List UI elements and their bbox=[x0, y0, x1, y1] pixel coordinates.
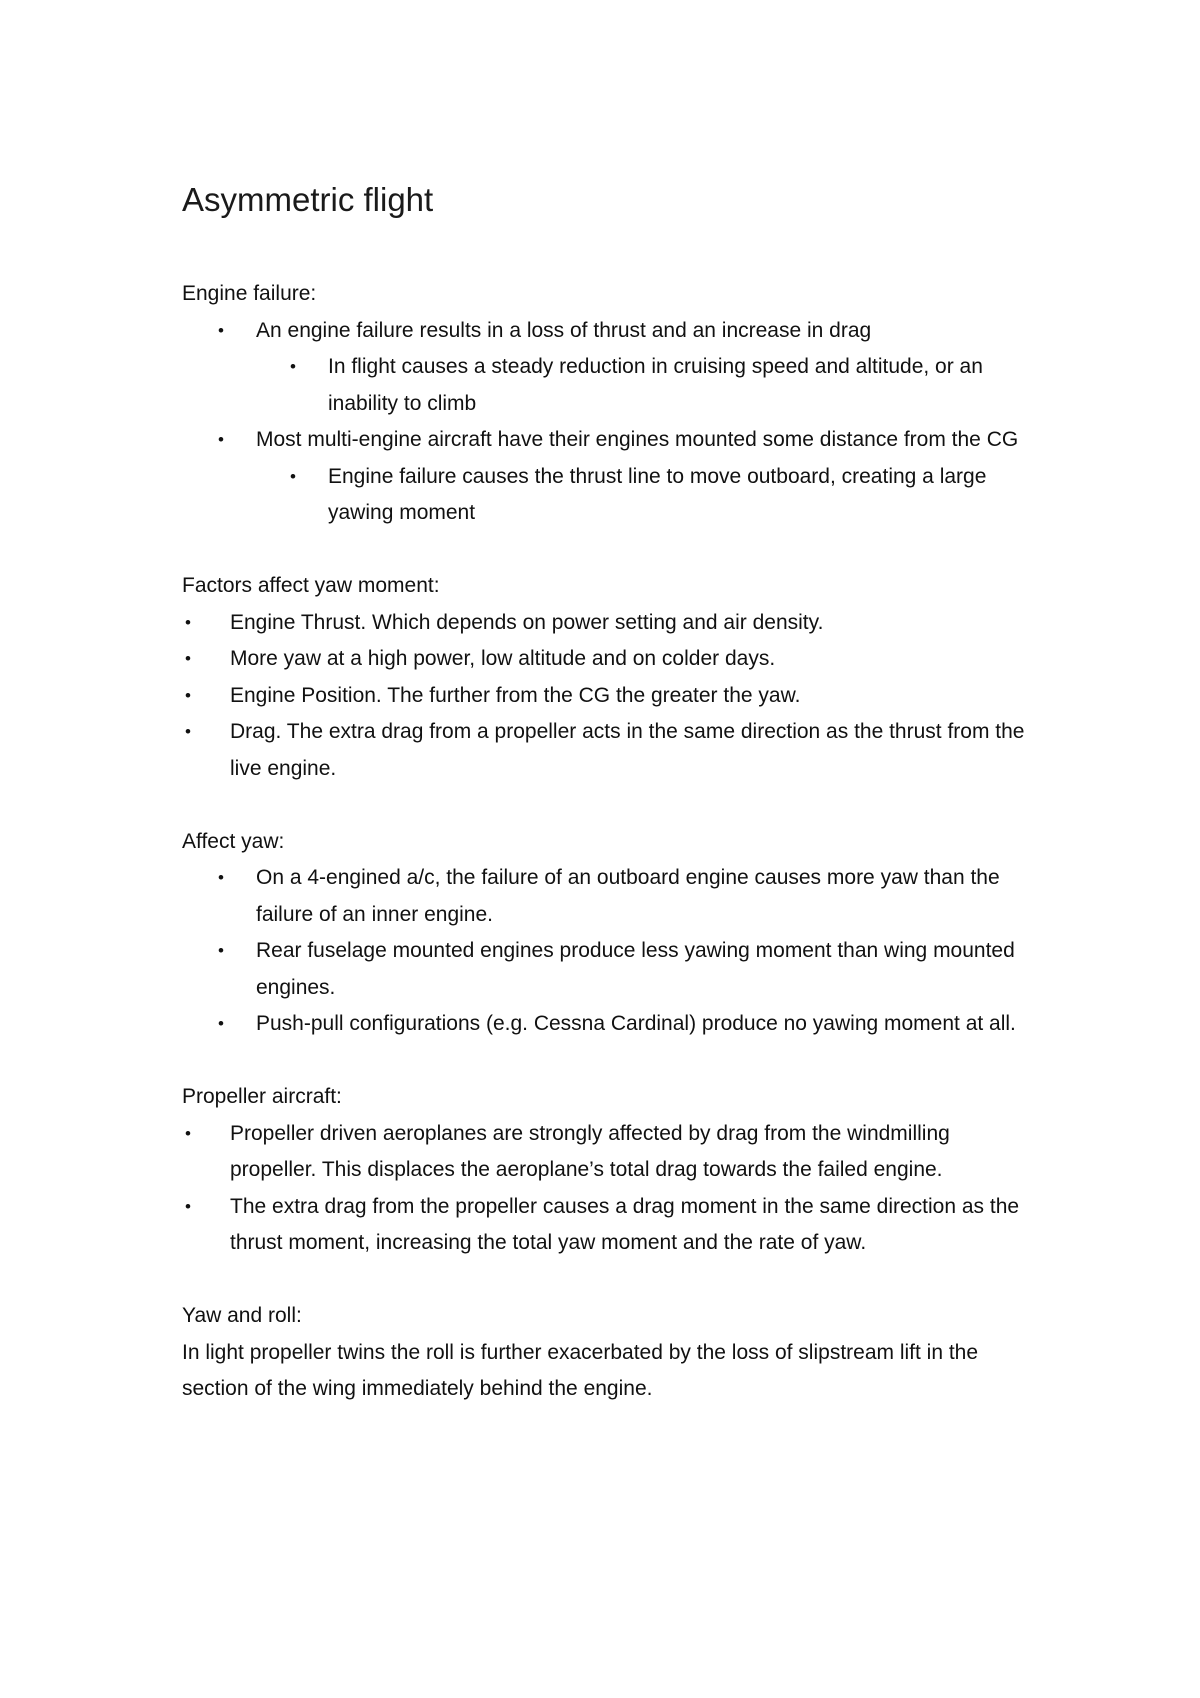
document-body bbox=[182, 276, 1042, 1408]
bullet-icon: • bbox=[185, 612, 191, 632]
list-item-text: An engine failure results in a loss of thrust and an increase in drag bbox=[256, 318, 872, 342]
bullet-icon: • bbox=[218, 941, 224, 960]
bullet-icon: • bbox=[218, 1014, 224, 1033]
section-heading: Yaw and roll: bbox=[182, 1304, 302, 1327]
list-item bbox=[182, 1006, 1042, 1043]
list-item-text: Engine Position. The further from the CG the greater the yaw. bbox=[230, 683, 801, 707]
list-item-text: Engine failure causes the thrust line to move outboard, creating a large yawing moment bbox=[328, 464, 987, 524]
list-item bbox=[182, 605, 1042, 642]
list-item bbox=[182, 422, 1042, 459]
section-yaw-roll bbox=[182, 1298, 1042, 1408]
list-item bbox=[182, 313, 1042, 350]
list-item bbox=[182, 860, 1042, 933]
list-item-text: Push-pull configurations (e.g. Cessna Cardinal) produce no yawing moment at all. bbox=[256, 1012, 1016, 1035]
bullet-icon: • bbox=[290, 357, 296, 376]
list-item-text: Most multi-engine aircraft have their engines mounted some distance from the CG bbox=[256, 428, 1019, 451]
list-item bbox=[182, 1189, 1042, 1262]
list-item-text: Propeller driven aeroplanes are strongly affected by drag from the windmilling propeller. This displaces the aeroplane’s total drag towards the failed engine. bbox=[230, 1121, 950, 1181]
list-item-text: In flight causes a steady reduction in cruising speed and altitude, or an inability to climb bbox=[328, 355, 983, 415]
bullet-list bbox=[182, 860, 1042, 1043]
bullet-icon: • bbox=[185, 1123, 191, 1143]
bullet-icon: • bbox=[218, 430, 224, 449]
bullet-icon: • bbox=[218, 320, 224, 340]
bullet-icon: • bbox=[185, 722, 191, 741]
list-item bbox=[182, 641, 1042, 678]
bullet-list bbox=[182, 605, 1042, 788]
list-item-text: Rear fuselage mounted engines produce less yawing moment than wing mounted engines. bbox=[256, 939, 1015, 999]
section-heading: Engine failure: bbox=[182, 282, 317, 305]
list-item-text: The extra drag from the propeller causes a drag moment in the same direction as the thrust moment, increasing the total yaw moment and the rate of yaw. bbox=[230, 1194, 1020, 1254]
section-heading: Affect yaw: bbox=[182, 829, 285, 853]
list-item bbox=[182, 678, 1042, 715]
list-item bbox=[182, 349, 1042, 422]
section-heading: Factors affect yaw moment: bbox=[182, 574, 440, 597]
bullet-list bbox=[182, 1116, 1042, 1262]
section-propeller-aircraft bbox=[182, 1079, 1042, 1262]
list-item bbox=[182, 933, 1042, 1006]
bullet-icon: • bbox=[218, 868, 224, 887]
section-factors-yaw bbox=[182, 568, 1042, 787]
bullet-icon: • bbox=[185, 685, 191, 705]
section-affect-yaw bbox=[182, 824, 1042, 1043]
section-engine-failure bbox=[182, 276, 1042, 532]
list-item bbox=[182, 1116, 1042, 1189]
list-item-text: Engine Thrust. Which depends on power setting and air density. bbox=[230, 610, 824, 634]
list-item bbox=[182, 459, 1042, 532]
document-title: Asymmetric flight bbox=[182, 181, 434, 218]
list-item bbox=[182, 714, 1042, 787]
bullet-icon: • bbox=[290, 466, 296, 486]
list-item-text: Drag. The extra drag from a propeller acts in the same direction as the thrust from the live engine. bbox=[230, 720, 1025, 780]
section-paragraph: In light propeller twins the roll is further exacerbated by the loss of slipstream lift in the section of the wing immediately behind the engine. bbox=[182, 1340, 979, 1400]
list-item-text: More yaw at a high power, low altitude and on colder days. bbox=[230, 647, 776, 670]
bullet-list bbox=[182, 313, 1042, 532]
list-item-text: On a 4-engined a/c, the failure of an outboard engine causes more yaw than the failure of an inner engine. bbox=[256, 866, 1000, 926]
section-heading: Propeller aircraft: bbox=[182, 1085, 342, 1108]
bullet-icon: • bbox=[185, 1196, 191, 1216]
bullet-icon: • bbox=[185, 649, 191, 668]
